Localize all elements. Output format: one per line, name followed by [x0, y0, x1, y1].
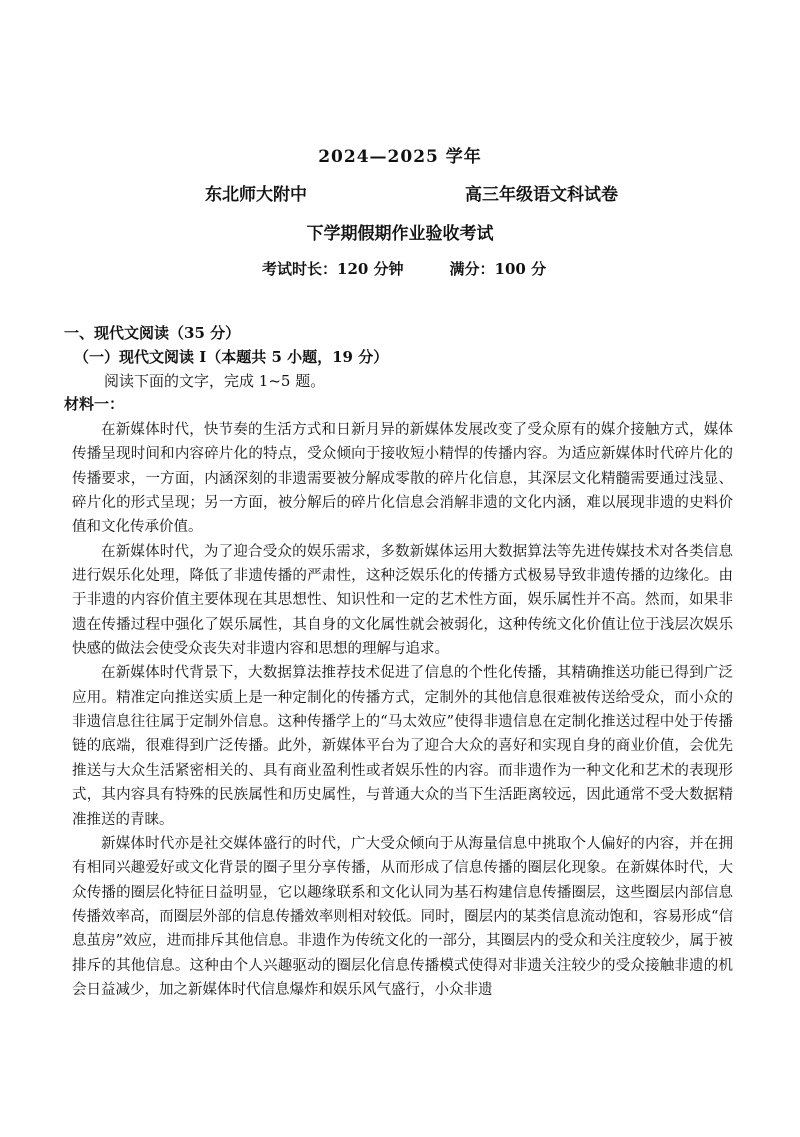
exam-info	[262, 258, 546, 279]
section-title: 一、现代文阅读（35 分）	[64, 324, 241, 342]
exam-full-score: 满分：100 分	[449, 260, 547, 278]
paragraph: 新媒体时代亦是社交媒体盛行的时代，广大受众倾向于从海量信息中挑取个人偏好的内容，并在拥有相同兴趣爱好或文化背景的圈子里分享传播，从而形成了信息传播的圈层化现象。在新媒体时代，大众传播的圈层化特征日益明显，它以趣缘联系和文化认同为基石构建信息传播圈层，这些圈层内部信息传播效率高，而圈层外部的信息传播效率则相对较低。同时，圈层内的某类信息流动饱和，容易形成“信息茧房”效应，进而排斥其他信息。非遗作为传统文化的一部分，其圈层内的受众和关注度较少，属于被排斥的其他信息。这种由个人兴趣驱动的圈层化信息传播模式使得对非遗关注较少的受众接触非遗的机会日益减少，加之新媒体时代信息爆炸和娱乐风气盛行，小众非遗	[72, 835, 733, 998]
subsection-title: （一）现代文阅读 I（本题共 5 小题，19 分）	[74, 348, 389, 366]
reading-instruction: 阅读下面的文字，完成 1~5 题。	[104, 372, 326, 390]
material-label: 材料一：	[64, 395, 125, 413]
paragraph: 在新媒体时代，为了迎合受众的娱乐需求，多数新媒体运用大数据算法等先进传媒技术对各类信息进行娱乐化处理，降低了非遗传播的严肃性，这种泛娱乐化的传播方式极易导致非遗传播的边缘化。由于非遗的内容价值主要体现在其思想性、知识性和一定的艺术性方面，娱乐属性并不高。然而，如果非遗在传播过程中强化了娱乐属性，其自身的文化属性就会被弱化，这种传统文化价值让位于浅层次娱乐快感的做法会使受众丧失对非遗内容和思想的理解与追求。	[72, 543, 733, 658]
material-text	[72, 418, 733, 1002]
paragraph: 在新媒体时代，快节奏的生活方式和日新月异的新媒体发展改变了受众原有的媒介接触方式，媒体传播呈现时间和内容碎片化的特点，受众倾向于接收短小精悍的传播内容。为适应新媒体时代碎片化的传播要求，一方面，内涵深刻的非遗需要被分解成零散的碎片化信息，其深层文化精髓需要通过浅显、碎片化的形式呈现；另一方面，被分解后的碎片化信息会消解非遗的文化内涵，难以展现非遗的史料价值和文化传承价值。	[72, 422, 733, 536]
exam-name: 高三年级语文科试卷	[465, 185, 618, 205]
school-name: 东北师大附中	[205, 185, 307, 205]
paragraph: 在新媒体时代背景下，大数据算法推荐技术促进了信息的个性化传播，其精确推送功能已得到广泛应用。精准定向推送实质上是一种定制化的传播方式，定制外的其他信息很难被传送给受众，而小众的非遗信息往往属于定制外信息。这种传播学上的“马太效应”使得非遗信息在定制化推送过程中处于传播链的底端，很难得到广泛传播。此外，新媒体平台为了迎合大众的喜好和实现自身的商业价值，会优先推送与大众生活紧密相关的、具有商业盈利性或者娱乐性的内容。而非遗作为一种文化和艺术的表现形式，其内容具有特殊的民族属性和历史属性，与普通大众的当下生活距离较远，因此通常不受大数据精准推送的青睐。	[72, 665, 733, 828]
exam-duration: 考试时长：120 分钟	[262, 260, 404, 278]
exam-year: 2024—2025 学年	[318, 147, 482, 167]
exam-subtitle: 下学期假期作业验收考试	[306, 224, 494, 244]
